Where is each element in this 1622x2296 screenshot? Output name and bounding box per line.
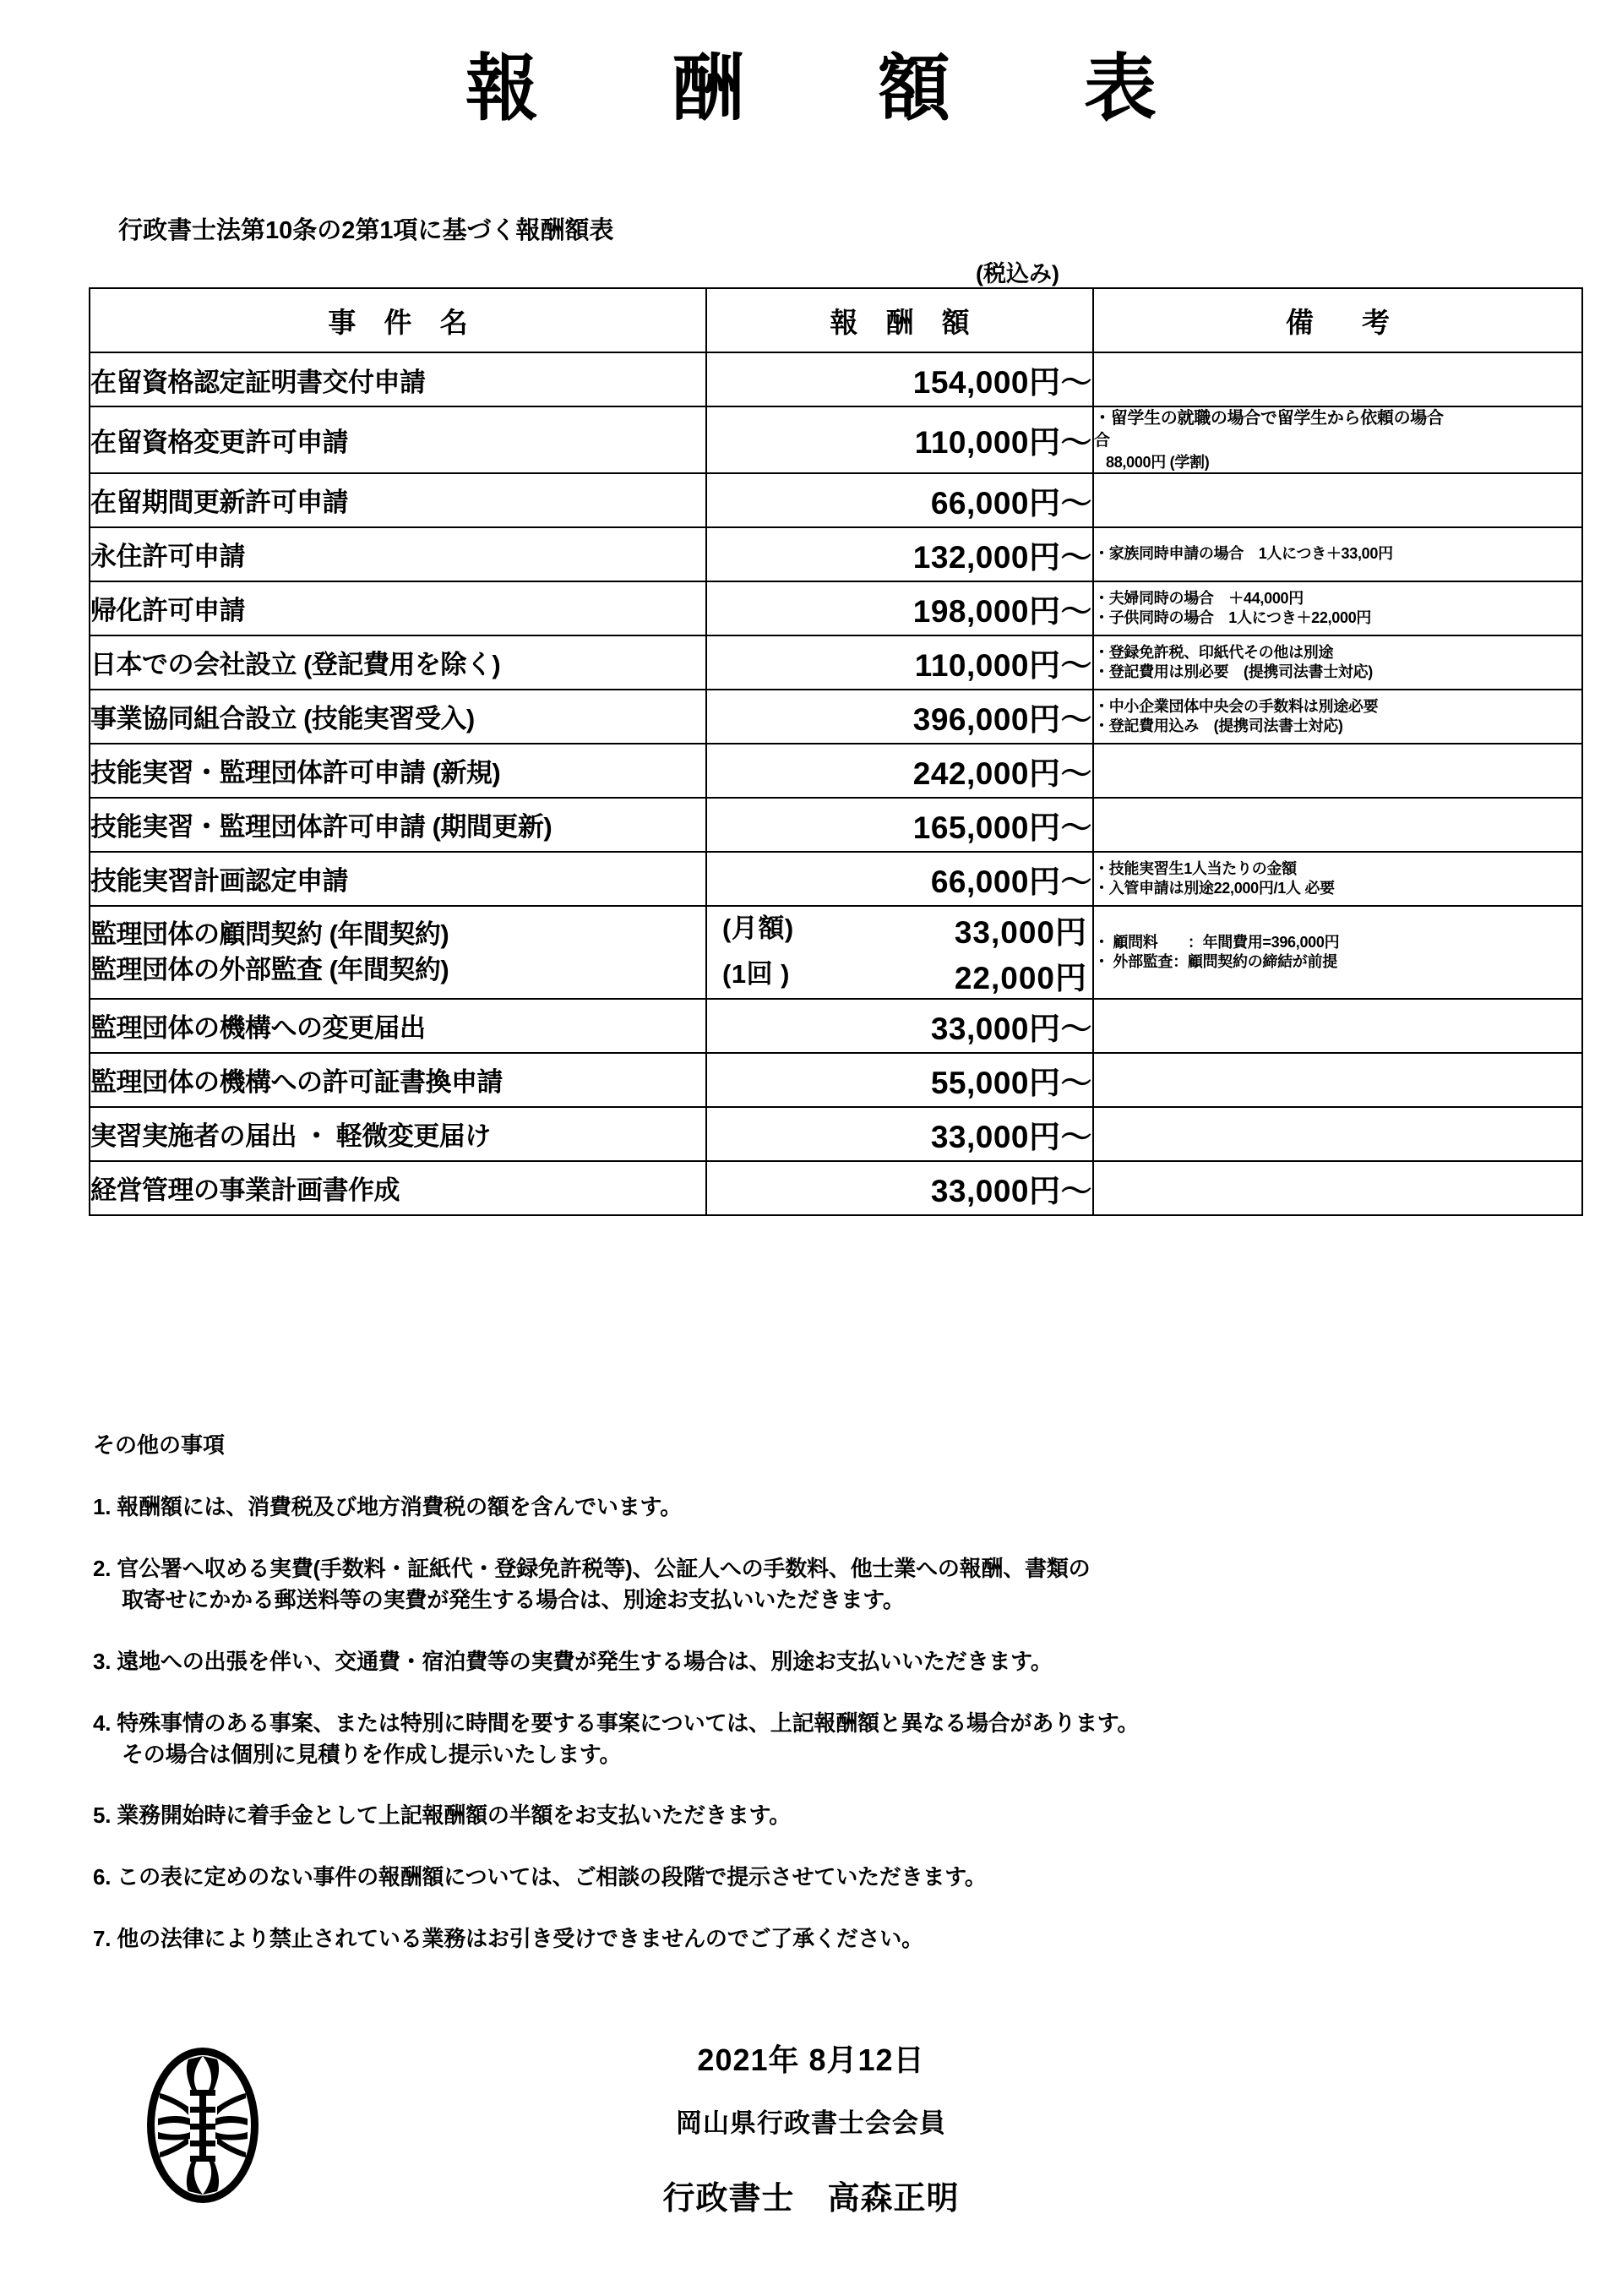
table-row [90, 581, 1582, 635]
table-row [90, 635, 1582, 690]
cell-case-name: 日本での会社設立 (登記費用を除く) [90, 635, 706, 690]
cell-case-name: 技能実習・監理団体許可申請 (新規) [90, 744, 706, 798]
cell-case-name: 帰化許可申請 [90, 581, 706, 635]
table-header [90, 288, 1582, 352]
case-name-line: 監理団体の外部監査 (年間契約) [90, 954, 449, 984]
column-header-fee: 報 酬 額 [706, 288, 1093, 352]
table-row [90, 798, 1582, 852]
cell-remarks [1093, 798, 1582, 852]
cell-remarks [1093, 906, 1582, 999]
table-row [90, 1053, 1582, 1107]
fee-amount: 22,000円 [954, 960, 1087, 995]
cell-fee-amount: 55,000円～ [706, 1053, 1093, 1107]
cell-fee-amount [706, 906, 1093, 999]
cell-remarks [1093, 744, 1582, 798]
document-date: 2021年 8月12日 [697, 2042, 925, 2077]
note-item [93, 1646, 1529, 1677]
fee-amount: 33,000円 [954, 914, 1087, 950]
cell-case-name [90, 906, 706, 999]
remark-line: ・子供同時の場合 1人につき＋22,000円 [1094, 608, 1372, 626]
table-row [90, 1161, 1582, 1215]
table-row [90, 1107, 1582, 1161]
remark-line: 合 [1094, 432, 1110, 450]
notes-list [93, 1492, 1529, 1985]
note-item [93, 1492, 1529, 1523]
table-row [90, 906, 1582, 999]
cell-remarks [1093, 406, 1582, 473]
table-row [90, 352, 1582, 406]
cell-remarks [1093, 852, 1582, 906]
note-text: 2. 官公署へ収める実費(手数料・証紙代・登録免許税等)、公証人への手数料、他士業への報酬、書類の [93, 1555, 1091, 1581]
table-row [90, 852, 1582, 906]
cell-fee-amount: 396,000円～ [706, 690, 1093, 744]
cell-fee-amount: 33,000円～ [706, 999, 1093, 1053]
remark-line: ・ 外部監査：顧問契約の締結が前提 [1094, 952, 1337, 970]
cell-remarks [1093, 581, 1582, 635]
table-body [90, 352, 1582, 1215]
cell-fee-amount: 66,000円～ [706, 473, 1093, 527]
table-header-row [90, 288, 1582, 352]
fee-unit-label: (1回 ) [722, 958, 790, 989]
tax-inclusive-note: (税込み) [976, 261, 1059, 286]
remark-line: ・技能実習生1人当たりの金額 [1094, 859, 1297, 877]
cell-remarks [1093, 635, 1582, 690]
case-name-line: 監理団体の顧問契約 (年間契約) [90, 919, 449, 950]
cell-case-name: 永住許可申請 [90, 527, 706, 581]
note-item [93, 1862, 1529, 1893]
fee-schedule-table [89, 287, 1583, 1216]
note-text: 7. 他の法律により禁止されている業務はお引き受けできませんのでご了承ください。 [93, 1926, 923, 1952]
note-item [93, 1553, 1529, 1616]
cell-fee-amount: 66,000円～ [706, 852, 1093, 906]
cell-fee-amount: 198,000円～ [706, 581, 1093, 635]
remark-line: ・登録免許税、印紙代その他は別途 [1094, 643, 1334, 661]
cell-case-name: 監理団体の機構への変更届出 [90, 999, 706, 1053]
cell-remarks [1093, 1107, 1582, 1161]
cell-fee-amount: 110,000円～ [706, 635, 1093, 690]
notes-section-heading: その他の事項 [93, 1432, 226, 1458]
remark-line: ・登記費用は別必要 (提携司法書士対応) [1094, 663, 1373, 680]
cell-remarks [1093, 352, 1582, 406]
cell-fee-amount: 132,000円～ [706, 527, 1093, 581]
note-text: 4. 特殊事情のある事案、または特別に時間を要する事案については、上記報酬額と異なる場合があります。 [93, 1710, 1140, 1736]
cell-case-name: 技能実習計画認定申請 [90, 852, 706, 906]
cell-case-name: 在留期間更新許可申請 [90, 473, 706, 527]
remark-line: ・登記費用込み (提携司法書士対応) [1094, 717, 1343, 734]
cell-case-name: 在留資格認定証明書交付申請 [90, 352, 706, 406]
note-continuation: その場合は個別に見積りを作成し提示いたします。 [122, 1741, 622, 1767]
table-row [90, 473, 1582, 527]
cell-remarks [1093, 1161, 1582, 1215]
column-header-note: 備 考 [1093, 288, 1582, 352]
note-text: 3. 遠地への出張を伴い、交通費・宿泊費等の実費が発生する場合は、別途お支払いいただきます。 [93, 1648, 1053, 1674]
table-row [90, 527, 1582, 581]
note-item [93, 1923, 1529, 1955]
cell-fee-amount: 154,000円～ [706, 352, 1093, 406]
cell-fee-amount: 33,000円～ [706, 1161, 1093, 1215]
note-item [93, 1800, 1529, 1831]
cell-case-name: 在留資格変更許可申請 [90, 406, 706, 473]
remark-line: ・留学生の就職の場合で留学生から依頼の場合 [1094, 409, 1444, 428]
note-continuation: 取寄せにかかる郵送料等の実費が発生する場合は、別途お支払いいただきます。 [122, 1586, 905, 1612]
note-text: 6. この表に定めのない事件の報酬額については、ご相談の段階で提示させていただきます。 [93, 1864, 987, 1890]
signatory-name: 行政書士 高森正明 [662, 2181, 960, 2217]
remark-line: ・中小企業団体中央会の手数料は別途必要 [1094, 697, 1379, 715]
page-title: 報 酬 額 表 [465, 48, 1187, 129]
fee-line [707, 907, 1092, 952]
cell-case-name: 実習実施者の届出 ・ 軽微変更届け [90, 1107, 706, 1161]
column-header-case: 事 件 名 [90, 288, 706, 352]
association-name: 岡山県行政書士会会員 [676, 2108, 946, 2138]
note-text: 1. 報酬額には、消費税及び地方消費税の額を含んでいます。 [93, 1494, 683, 1519]
cell-remarks [1093, 690, 1582, 744]
cell-fee-amount: 33,000円～ [706, 1107, 1093, 1161]
fee-unit-label: (月額) [722, 913, 794, 943]
cell-remarks [1093, 999, 1582, 1053]
remark-line: ・家族同時申請の場合 1人につき＋33,00円 [1094, 545, 1393, 563]
cell-fee-amount: 110,000円～ [706, 406, 1093, 473]
table-row [90, 406, 1582, 473]
fee-line [707, 952, 1092, 998]
note-text: 5. 業務開始時に着手金として上記報酬額の半額をお支払いただきます。 [93, 1802, 792, 1829]
remark-line: ・夫婦同時の場合 ＋44,000円 [1094, 589, 1304, 607]
cell-remarks [1093, 1053, 1582, 1107]
note-item [93, 1708, 1529, 1770]
cell-case-name: 事業協同組合設立 (技能実習受入) [90, 690, 706, 744]
remark-line: ・入管申請は別途22,000円/1人 必要 [1094, 879, 1335, 897]
table-row [90, 744, 1582, 798]
cell-fee-amount: 242,000円～ [706, 744, 1093, 798]
table-row [90, 999, 1582, 1053]
remark-line: 88,000円 (学割) [1106, 453, 1210, 471]
document-subtitle: 行政書士法第10条の2第1項に基づく報酬額表 [118, 217, 614, 244]
cell-case-name: 経営管理の事業計画書作成 [90, 1161, 706, 1215]
cell-remarks [1093, 473, 1582, 527]
cell-fee-amount: 165,000円～ [706, 798, 1093, 852]
cell-case-name: 技能実習・監理団体許可申請 (期間更新) [90, 798, 706, 852]
cell-remarks [1093, 527, 1582, 581]
table-row [90, 690, 1582, 744]
cell-case-name: 監理団体の機構への許可証書換申請 [90, 1053, 706, 1107]
remark-line: ・ 顧問料 ：年間費用=396,000円 [1094, 933, 1340, 951]
